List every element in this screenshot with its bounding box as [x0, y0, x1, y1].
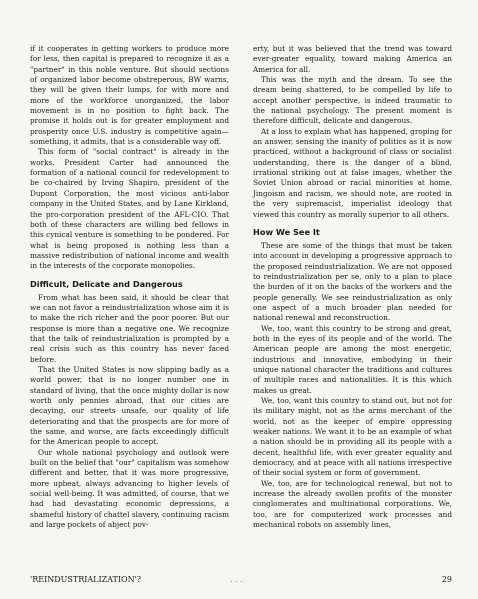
- left-column: [30, 44, 229, 530]
- paragraph: This form of "social contract" is already in the works. President Carter had announced the formation of a national council for redevelopment to be co-chaired by Irving Shapiro, president of the Dupont Corporation, the most vicious anti-labor company in the United States, and by Lane Kirkland, the pro-corporation president of the AFL-CIO. That both of these characters are willing bed fellows in this cynical venture is something to be pondered. For what is being proposed is nothing less than a massive redistribution of national income and wealth in the interests of the corporate monopolies.: [30, 147, 229, 271]
- paragraph: Our whole national psychology and outlook were built on the belief that "our" capitalism was somehow different and better, that it was more progressive, more upbeat, always advancing to higher levels of social well-being. It was admitted, of course, that we had had devastating economic depressions, a shameful history of chattel slavery, continuing racism and large pockets of abject pov-: [30, 447, 229, 530]
- running-title: 'REINDUSTRIALIZATION'?: [30, 575, 142, 584]
- page-footer: [30, 575, 452, 584]
- paragraph: This was the myth and the dream. To see the dream being shattered, to be compelled by life to accept another perspective, is indeed traumatic to the national psychology. The present moment is therefore difficult, delicate and dangerous.: [253, 75, 452, 126]
- page-number: 29: [441, 575, 452, 584]
- paragraph: At a loss to explain what has happened, groping for an answer, sensing the inanity of politics as it is now practiced, without a background of class or socialist understanding, there is the danger of a blind, irrational striking out at false images, whether the Soviet Union abroad or racial minorities at home. Jingoism and racism, we should note, are rooted in the very supremacist, imperialist ideology that viewed this country as morally superior to all others.: [253, 126, 452, 219]
- right-column: [253, 44, 452, 530]
- paragraph: We, too, want this country to stand out, but not for its military might, not as the arms merchant of the world, not as the keeper of empire oppressing weaker nations. We want it to be an example of what a nation should be in providing all its people with a decent, healthful life, with ever greater equality and democracy, and at peace with all nations irrespective of their social system or form of government.: [253, 396, 452, 478]
- paragraph: erty, but it was believed that the trend was toward ever-greater equality, toward making America an America for all.: [253, 44, 452, 74]
- paragraph: We, too, are for technological renewal, but not to increase the already swollen profits of the monster conglomerates and multinational corporations. We, too, are for computerized work processes and mechanical robots on assembly lines,: [253, 478, 452, 530]
- paragraph: That the United States is now slipping badly as a world power, that is no longer number one in standard of living, that the once mighty dollar is now worth only pennies abroad, that our cities are decaying, our streets unsafe, our quality of life deteriorating and that the prospects are for more of the same, and worse, are facts exceedingly difficult for the American people to accept.: [30, 364, 229, 447]
- paragraph: if it cooperates in getting workers to produce more for less, then capital is prepared to recognize it as a "partner" in this noble venture. But should sections of organized labor become obstreperous, BW warns, they will be given their lumps, for with more and more of the workforce unorganized, the labor movement is in no position to fight back. The promise it holds out is for greater employment and prosperity once U.S. industry is competitive again—something, it admits, that is a considerable way off.: [30, 44, 229, 147]
- section-heading: Difficult, Delicate and Dangerous: [30, 278, 183, 289]
- footer-dots: . . .: [230, 575, 243, 584]
- paragraph: These are some of the things that must be taken into account in developing a progressive approach to the proposed reindustrialization. We are not opposed to reindustrialization per se, only to a plan to place the burden of it on the backs of the workers and the people generally. We see reindustrialization as only one aspect of a much broader plan needed for national renewal and reconstruction.: [253, 240, 452, 323]
- section-heading: How We See It: [253, 226, 320, 237]
- paragraph: From what has been said, it should be clear that we can not favor a reindustrialization whose aim it is to make the rich richer and the poor poorer. But our response is more than a negative one. We recognize that the talk of reindustrialization is prompted by a real crisis such as this country has never faced before.: [30, 292, 229, 364]
- paragraph: We, too, want this country to be strong and great, both in the eyes of its people and of the world. The American people are among the most energetic, industrious and innovative, embodying in their unique national character the traditions and cultures of multiple races and nationalities. It is this which makes us great.: [253, 323, 452, 395]
